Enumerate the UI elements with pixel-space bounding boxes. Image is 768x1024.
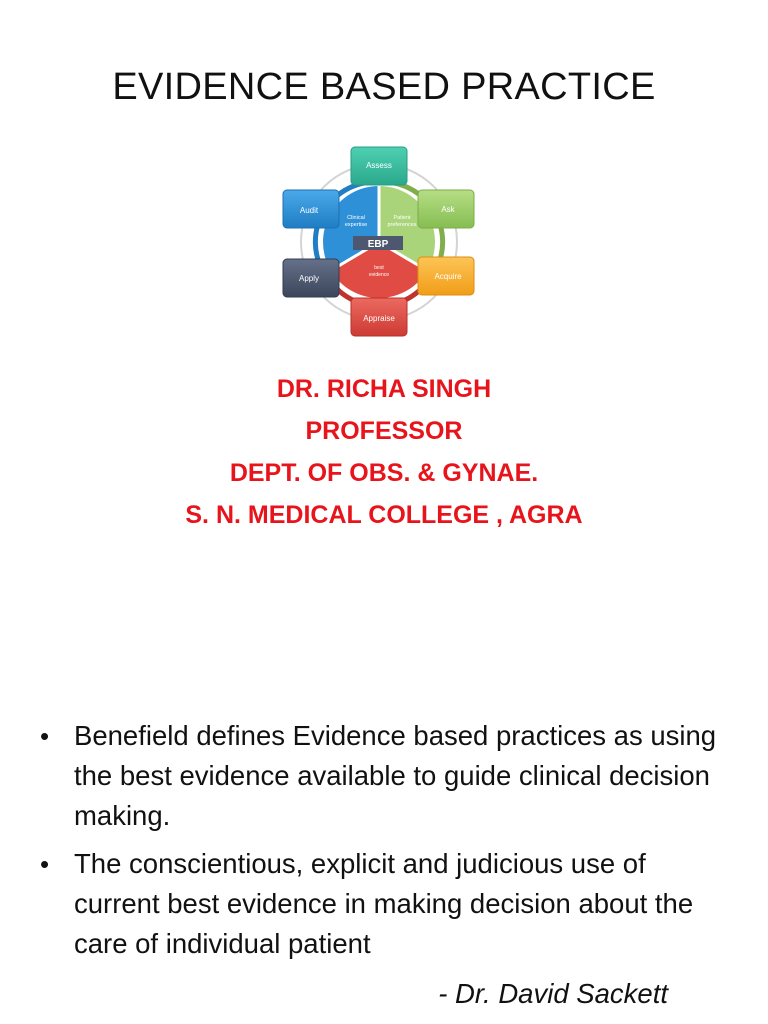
step-ask: [418, 190, 474, 228]
patient-label-2: preferences: [387, 222, 417, 228]
ebp-cycle-diagram: [203, 140, 543, 345]
author-position: PROFESSOR: [305, 417, 463, 445]
step-audit: [283, 190, 339, 228]
step-appraise-label: Appraise: [363, 314, 395, 323]
bullet-item: [36, 716, 736, 836]
step-apply-label: Apply: [298, 274, 320, 283]
author-block: [0, 368, 768, 536]
bullet-list: [36, 716, 736, 972]
bullet-item: [36, 844, 736, 964]
bullet-marker: •: [40, 721, 50, 751]
step-assess: [351, 147, 407, 185]
quote-attribution: - Dr. David Sackett: [438, 978, 668, 1009]
evidence-label-2: evidence: [368, 272, 390, 278]
step-acquire-label: Acquire: [434, 272, 462, 281]
ebp-cycle-svg: [203, 140, 543, 345]
author-department: DEPT. OF OBS. & GYNAE.: [229, 459, 539, 487]
clinical-label-2: expertise: [344, 222, 368, 228]
bullet-text: The conscientious, explicit and judicious use of current best evidence in making decision about the care of individual patient: [74, 848, 694, 959]
slide-title: EVIDENCE BASED PRACTICE: [112, 66, 656, 108]
clinical-label-1: Clinical: [347, 215, 365, 221]
patient-label-1: Patient: [393, 215, 411, 221]
step-audit-label: Audit: [299, 206, 319, 215]
step-apply: [283, 259, 339, 297]
author-name: DR. RICHA SINGH: [276, 375, 492, 403]
step-assess-label: Assess: [366, 161, 392, 170]
ebp-label: EBP: [367, 239, 389, 250]
bullet-marker: •: [40, 849, 50, 879]
bullet-text: Benefield defines Evidence based practices as using the best evidence available to guide clinical decision making.: [74, 720, 717, 831]
author-institution: S. N. MEDICAL COLLEGE , AGRA: [185, 501, 583, 529]
step-acquire: [418, 257, 474, 295]
evidence-label-1: best: [374, 265, 384, 271]
step-appraise: [351, 298, 407, 336]
step-ask-label: Ask: [441, 205, 455, 214]
